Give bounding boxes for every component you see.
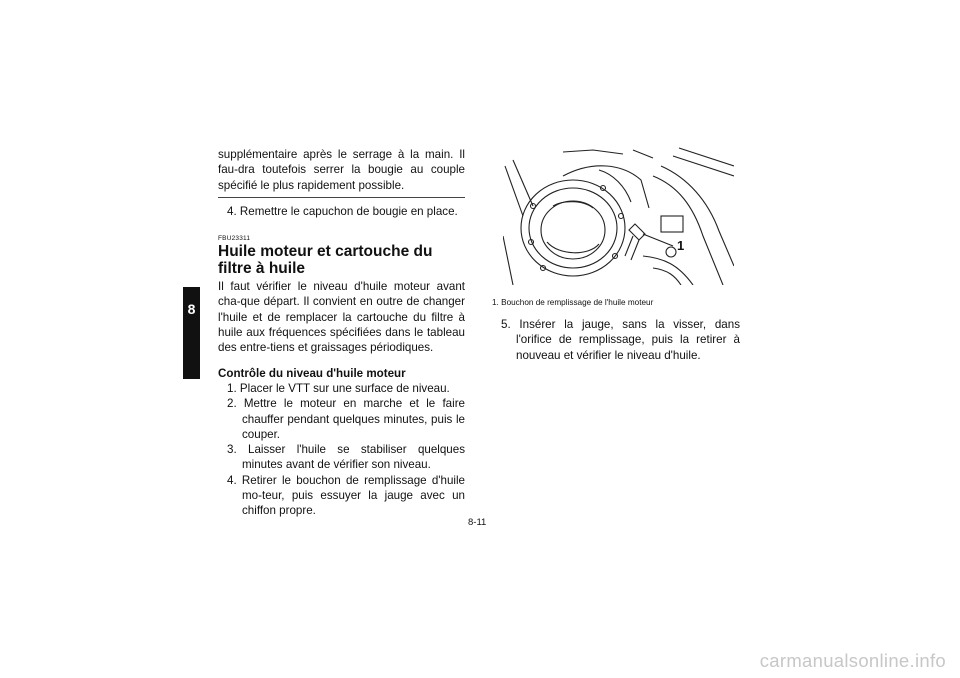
step-4: 4. Retirer le bouchon de remplissage d'huile mo-teur, puis essuyer la jauge avec un chiffon propre. (227, 473, 465, 518)
figure-callout-1: 1 (677, 238, 685, 253)
left-column (218, 147, 465, 519)
step-1: 1. Placer le VTT sur une surface de niveau. (227, 381, 450, 395)
engine-illustration (503, 146, 734, 285)
spark-plug-step-4: 4. Remettre le capuchon de bougie en place. (227, 204, 458, 218)
step-2: 2. Mettre le moteur en marche et le faire chauffer pendant quelques minutes, puis le couper. (227, 397, 465, 441)
step-5: 5. Insérer la jauge, sans la visser, dans l'orifice de remplissage, puis la retirer à nouveau et vérifier le niveau d'huile. (501, 318, 740, 362)
right-column (492, 317, 740, 363)
watermark: carmanualsonline.info (759, 650, 946, 671)
section-code: FBU23311 (218, 235, 251, 243)
engine-drawing (503, 146, 734, 285)
divider (218, 197, 465, 198)
section-heading: Huile moteur et cartouche du filtre à huile (218, 243, 433, 278)
subsection-heading: Contrôle du niveau d'huile moteur (218, 366, 406, 380)
chapter-number: 8 (187, 301, 196, 317)
page-number: 8-11 (468, 517, 487, 528)
figure-caption: 1. Bouchon de remplissage de l'huile moteur (492, 298, 654, 307)
section-paragraph: Il faut vérifier le niveau d'huile moteur avant cha-que départ. Il convient en outre de changer l'huile et de remplacer la cartouche du filtre à huile aux fréquences spécifiées dans le tableau des entre-tiens et graissages périodiques. (218, 280, 465, 355)
intro-paragraph: supplémentaire après le serrage à la main. Il fau-dra toutefois serrer la bougie au couple spécifié le plus rapidement possible. (218, 148, 465, 192)
step-3: 3. Laisser l'huile se stabiliser quelques minutes avant de vérifier son niveau. (227, 443, 465, 472)
chapter-tab (183, 287, 200, 379)
